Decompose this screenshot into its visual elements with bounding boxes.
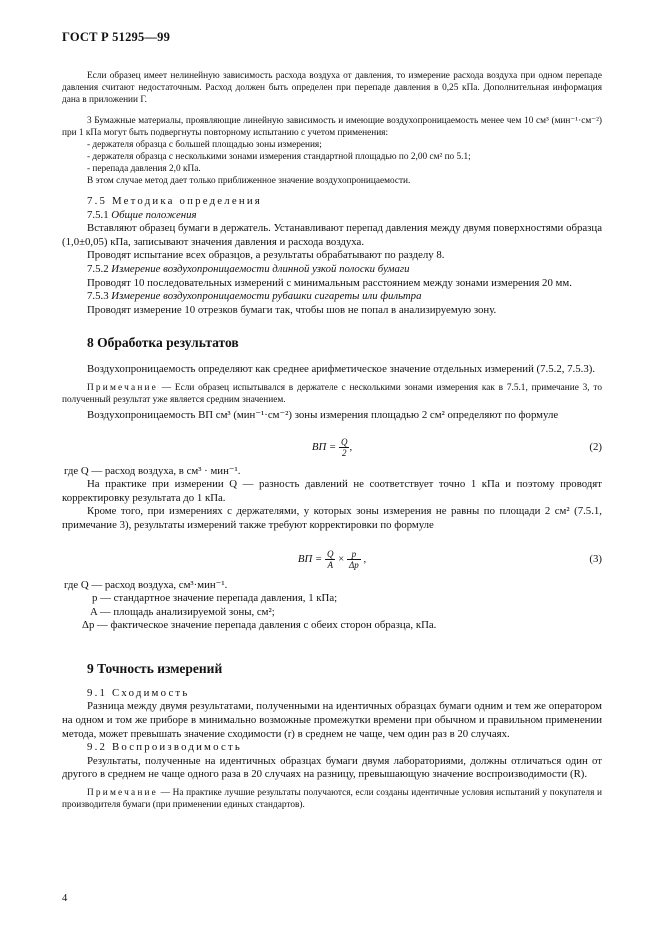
paragraph: В этом случае метод дает только приближенное значение воздухопроницаемости. — [87, 176, 411, 186]
paragraph: Вставляют образец бумаги в держатель. Устанавливают перепад давления между двумя поверхностями образца (1,0±0,05) кПа, записывают значения давления и расхода воздуха. — [62, 222, 602, 248]
subsection-heading-9-1: 9.1 Сходимость — [87, 686, 190, 699]
formula-lhs: ВП = — [297, 552, 323, 565]
formula-2 — [62, 431, 602, 461]
list-item: - держателя образца с несколькими зонами измерения стандартной площадью по 2,00 см² по 5.1; — [87, 152, 471, 162]
multiply-sign: × — [338, 552, 345, 565]
note-label: Примечание — [87, 788, 158, 799]
subsection-title: Измерение воздухопроницаемости рубашки сигареты или фильтра — [111, 290, 422, 303]
note — [62, 382, 602, 406]
formula-explanation: где Q — расход воздуха, см³·мин⁻¹. — [64, 578, 228, 591]
page-number: 4 — [62, 893, 68, 904]
note-text: — Если образец испытывался в держателе с несколькими зонами измерения как в 7.5.1, примечание 3, то полученный результат уже является средним значением. — [62, 382, 602, 405]
page-header: ГОСТ Р 51295—99 — [62, 30, 171, 44]
formula-tail: , — [363, 552, 367, 565]
paragraph: Проводят измерение 10 отрезков бумаги так, чтобы шов не попал в анализируемую зону. — [87, 303, 497, 316]
subsection-title: Общие положения — [111, 208, 197, 221]
formula-number: (3) — [589, 552, 602, 565]
formula-expression — [62, 437, 602, 458]
section-heading-8: 8 Обработка результатов — [87, 335, 239, 351]
numerator: Q — [326, 548, 334, 559]
subsection-heading-9-2: 9.2 Воспроизводимость — [87, 741, 242, 754]
subsection-heading-7-5-1 — [62, 209, 602, 223]
subsection-heading-7-5-2 — [62, 263, 602, 277]
paragraph: Разница между двумя результатами, полученными на идентичных образцах бумаги одним и тем же оператором на одном и том же приборе в минимально возможные промежутки времени при обычном и правильном применении метода, может превышать значение сходимости (r) в среднем не чаще, чем один раз в 20 случаях. — [62, 700, 602, 740]
formula-explanation: где Q — расход воздуха, в см³ · мин⁻¹. — [64, 464, 241, 477]
subsection-number: 7.5.3 — [87, 290, 109, 303]
definition: Δp — фактическое значение перепада давления с обеих сторон образца, кПа. — [82, 619, 437, 632]
denominator: A — [327, 559, 333, 570]
section-heading-7-5: 7.5 Методика определения — [87, 195, 262, 207]
subsection-heading-7-5-3 — [62, 290, 602, 304]
formula-lhs: ВП = — [311, 440, 337, 453]
section-heading-9: 9 Точность измерений — [87, 660, 223, 676]
paragraph: Воздухопроницаемость ВП см³ (мин⁻¹·см⁻²) зоны измерения площадью 2 см² определяют по формуле — [87, 408, 559, 421]
note-text: — На практике лучшие результаты получаются, если созданы идентичные условия испытаний у покупателя и производителя бумаги (при применении единых стандартов). — [62, 788, 602, 811]
formula-3 — [62, 543, 602, 573]
note — [62, 787, 602, 811]
paragraph: На практике при измерении Q — разность давлений не соответствует точно 1 кПа и поэтому проводят корректировку результата до 1 кПа. — [62, 478, 602, 504]
paragraph: Проводят испытание всех образцов, а результаты обрабатывают по разделу 8. — [87, 249, 445, 262]
paragraph: Кроме того, при измерениях с держателями, у которых зоны измерения не равны по площади 2 см² (7.5.1, примечание 3), результаты измерений также требуют корректировки по формуле — [62, 505, 602, 531]
list-item: - перепада давления 2,0 кПа. — [87, 164, 201, 174]
paragraph: Если образец имеет нелинейную зависимость расхода воздуха от давления, то измерение расхода воздуха при одном перепаде давления считают недостаточным. Расход должен быть определен при перепаде давления в 0,25 кПа. Дополнительная информация дана в приложении Г. — [62, 71, 602, 105]
subsection-number: 7.5.1 — [87, 208, 109, 221]
list-item: - держателя образца с большей площадью зоны измерения; — [87, 140, 322, 150]
subsection-title: Измерение воздухопроницаемости длинной узкой полоски бумаги — [111, 262, 410, 275]
fraction — [347, 549, 361, 570]
denominator: 2 — [341, 447, 347, 458]
subsection-number: 7.5.2 — [87, 262, 109, 275]
note-label: Примечание — [87, 382, 158, 393]
fraction — [339, 436, 353, 458]
page-body — [62, 70, 602, 811]
definition: A — площадь анализируемой зоны, см²; — [90, 605, 275, 618]
formula-expression — [62, 549, 602, 570]
definition: p — стандартное значение перепада давления, 1 кПа; — [92, 592, 338, 605]
fraction — [325, 549, 336, 570]
formula-number: (2) — [589, 440, 602, 453]
paragraph: Результаты, полученные на идентичных образцах бумаги двумя лабораториями, должны отличаться один от другого в среднем не чаще одного раза в 20 случаях на разницу, превышающую значение воспроизводимости (R). — [62, 754, 602, 781]
numerator: Q — [340, 436, 348, 447]
formula-tail: , — [349, 440, 353, 453]
numerator: p — [347, 549, 361, 560]
paragraph: Воздухопроницаемость определяют как среднее арифметическое значение отдельных измерений (7.5.2, 7.5.3). — [87, 363, 596, 376]
note-3: 3 Бумажные материалы, проявляющие линейную зависимость и имеющие воздухопроницаемость менее чем 10 см³ (мин⁻¹·см⁻²) при 1 кПа могут быть подвергнуты повторному испытанию с учетом применения: — [62, 116, 602, 138]
paragraph: Проводят 10 последовательных измерений с минимальным расстоянием между зонами измерения 20 мм. — [87, 276, 572, 289]
denominator: Δp — [348, 559, 359, 570]
